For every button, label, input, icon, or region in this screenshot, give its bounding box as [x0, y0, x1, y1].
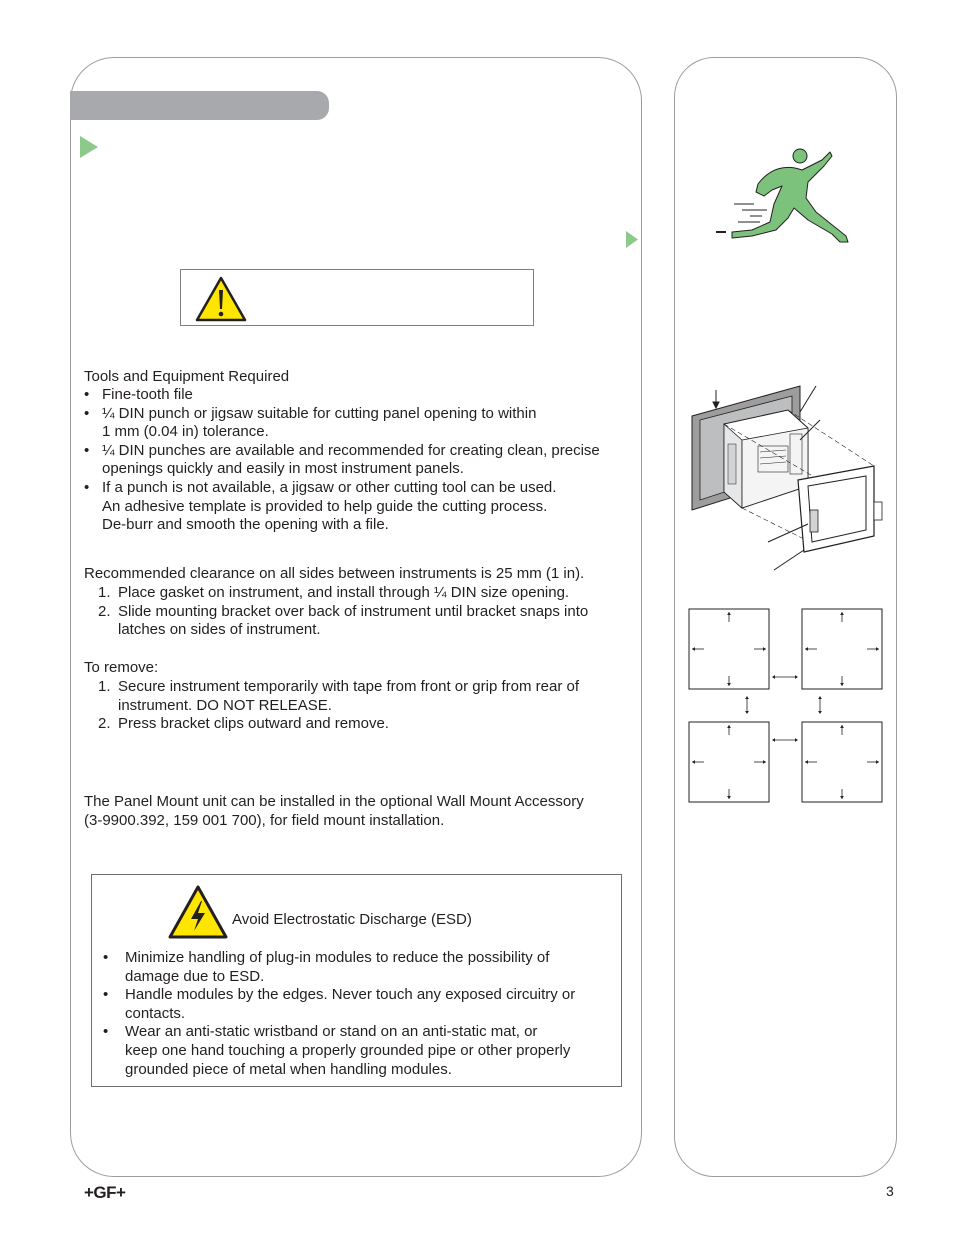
clearance-diagram — [688, 608, 884, 804]
remove-heading: To remove: — [84, 659, 159, 676]
tools-item-text: De-burr and smooth the opening with a file. — [102, 516, 389, 534]
chevron-right-icon — [626, 231, 638, 248]
lightning-triangle-icon — [167, 884, 229, 940]
tools-item-text: openings quickly and easily in most instrument panels. — [102, 460, 464, 478]
tools-item-text: An adhesive template is provided to help guide the cutting process. — [102, 497, 548, 515]
esd-item-bullet: • — [103, 949, 109, 966]
esd-item-text: damage due to ESD. — [125, 967, 265, 985]
esd-title: Avoid Electrostatic Discharge (ESD) — [232, 911, 472, 928]
esd-item-bullet: • — [103, 986, 109, 1004]
esd-item-bullet: • — [103, 1023, 109, 1041]
tools-heading: Tools and Equipment Required — [84, 368, 290, 385]
tools-item-text: ¼ DIN punch or jigsaw suitable for cutting panel opening to within — [102, 404, 537, 422]
exclamation-triangle-icon — [195, 276, 247, 322]
wall-mount-line: The Panel Mount unit can be installed in the optional Wall Mount Accessory — [84, 793, 584, 810]
chevron-right-icon — [80, 136, 98, 158]
tools-item-text: Fine-tooth file — [102, 386, 193, 403]
tools-item-bullet: • — [84, 441, 90, 459]
tools-item-bullet: • — [84, 404, 90, 422]
wall-mount-line: (3-9900.392, 159 001 700), for field mount installation. — [84, 811, 445, 829]
page-number: 3 — [886, 1183, 894, 1199]
install-step-text: Place gasket on instrument, and install through ¼ DIN size opening. — [118, 584, 570, 601]
section-heading-tab — [70, 91, 329, 120]
tools-item-text: ¼ DIN punches are available and recommended for creating clean, precise — [102, 441, 600, 459]
remove-step-number: 2. — [98, 715, 111, 733]
esd-item-text: keep one hand touching a properly grounded pipe or other properly — [125, 1042, 571, 1059]
esd-item-text: contacts. — [125, 1004, 186, 1022]
tools-item-text: 1 mm (0.04 in) tolerance. — [102, 423, 269, 441]
esd-item-text: Minimize handling of plug-in modules to reduce the possibility of — [125, 949, 550, 966]
remove-step-number: 1. — [98, 678, 111, 695]
esd-item-text: grounded piece of metal when handling modules. — [125, 1060, 452, 1078]
remove-step-text: Press bracket clips outward and remove. — [118, 715, 389, 733]
install-step-number: 1. — [98, 584, 111, 601]
tools-item-bullet: • — [84, 386, 90, 403]
install-step-text: Slide mounting bracket over back of instrument until bracket snaps into — [118, 602, 589, 620]
gf-logo: +GF+ — [84, 1183, 126, 1202]
esd-item-text: Handle modules by the edges. Never touch any exposed circuitry or — [125, 986, 576, 1004]
install-step-text: latches on sides of instrument. — [118, 621, 321, 639]
remove-step-text: instrument. DO NOT RELEASE. — [118, 696, 332, 714]
esd-item-text: Wear an anti-static wristband or stand on an anti-static mat, or — [125, 1023, 538, 1041]
clearance-text: Recommended clearance on all sides between instruments is 25 mm (1 in). — [84, 565, 585, 582]
tools-item-text: If a punch is not available, a jigsaw or other cutting tool can be used. — [102, 479, 557, 496]
tools-item-bullet: • — [84, 479, 90, 496]
running-man-icon — [712, 146, 854, 250]
install-step-number: 2. — [98, 602, 111, 620]
clearance-arrows — [688, 608, 884, 804]
panel-mount-illustration — [688, 384, 888, 574]
remove-step-text: Secure instrument temporarily with tape from front or grip from rear of — [118, 678, 580, 695]
